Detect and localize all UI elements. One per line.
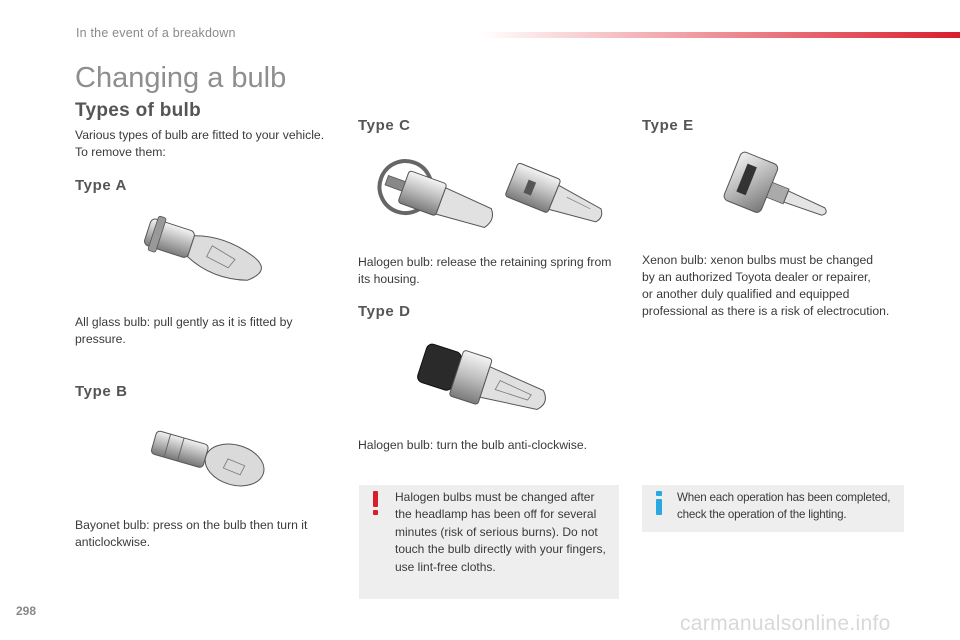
type-b-desc-line: anticlockwise. [75, 535, 151, 549]
info-box [642, 485, 904, 532]
type-a-desc-line: All glass bulb: pull gently as it is fitted by [75, 315, 293, 329]
type-e-desc-line: or another duly qualified and equipped [642, 287, 850, 301]
type-a-bulb-illustration [135, 220, 280, 290]
warning-line: touch the bulb directly with your fingers, [395, 542, 606, 557]
type-d-description [358, 437, 587, 454]
type-e-description [642, 252, 889, 320]
intro-line: Various types of bulb are fitted to your vehicle. [75, 128, 325, 142]
info-line: When each operation has been completed, [677, 491, 891, 504]
warning-text [395, 489, 617, 576]
info-line: check the operation of the lighting. [677, 508, 847, 522]
type-c-desc-line: Halogen bulb: release the retaining spring from [358, 255, 612, 269]
type-c-bulb-illustration [372, 152, 622, 247]
type-e-bulb-illustration [715, 150, 845, 235]
warning-line: minutes (risk of serious burns). Do not [395, 524, 598, 539]
type-c-heading: Type C [358, 117, 411, 134]
warning-box [359, 485, 619, 599]
type-d-bulb-illustration [415, 340, 565, 425]
type-a-desc-line: pressure. [75, 332, 126, 346]
page-title: Changing a bulb [75, 62, 287, 94]
type-c-desc-line: its housing. [358, 272, 420, 286]
type-e-desc-line: professional as there is a risk of electrocution. [642, 304, 890, 318]
type-d-desc-line: Halogen bulb: turn the bulb anti-clockwise. [358, 438, 587, 452]
exclamation-icon [369, 491, 383, 517]
watermark: carmanualsonline.info [680, 612, 891, 635]
info-icon [654, 491, 664, 517]
info-text [677, 489, 902, 524]
type-c-description [358, 254, 611, 288]
type-a-heading: Type A [75, 177, 127, 194]
warning-line: use lint-free cloths. [395, 559, 496, 574]
type-e-desc-line: by an authorized Toyota dealer or repairer, [642, 270, 871, 284]
warning-line: the headlamp has been off for several [395, 507, 597, 522]
type-e-heading: Type E [642, 117, 694, 134]
type-b-heading: Type B [75, 383, 128, 400]
type-e-desc-line: Xenon bulb: xenon bulbs must be changed [642, 253, 874, 267]
type-d-heading: Type D [358, 303, 411, 320]
section-title: Types of bulb [75, 100, 201, 121]
type-b-description [75, 517, 307, 551]
type-b-bulb-illustration [145, 428, 275, 493]
header-accent-rule [480, 32, 960, 38]
warning-line: Halogen bulbs must be changed after [395, 490, 595, 504]
intro-text [75, 127, 324, 161]
chapter-header: In the event of a breakdown [76, 26, 236, 40]
type-b-desc-line: Bayonet bulb: press on the bulb then turn it [75, 518, 308, 532]
type-a-description [75, 314, 292, 348]
intro-line: To remove them: [75, 145, 166, 159]
page-number: 298 [16, 604, 37, 618]
